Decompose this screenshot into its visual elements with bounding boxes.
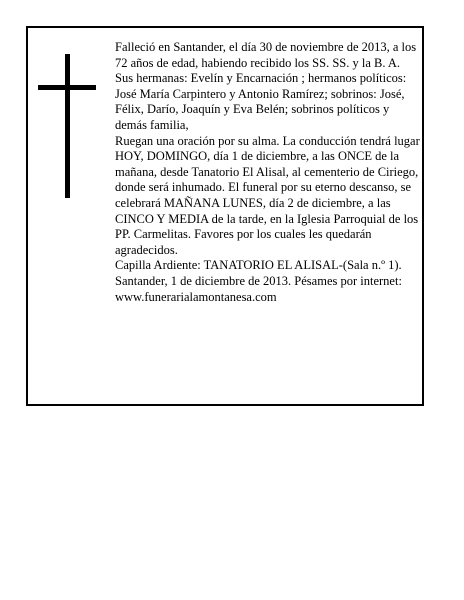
notice-paragraph-chapel: Capilla Ardiente: TANATORIO EL ALISAL-(Sala n.º 1).: [115, 258, 402, 273]
notice-text: [115, 40, 421, 305]
death-notice: [26, 26, 424, 406]
cross-icon: [38, 54, 96, 198]
notice-paragraph-death: Falleció en Santander, el día 30 de noviembre de 2013, a los 72 años de edad, habiendo recibido los SS. SS. y la B. A.: [115, 40, 417, 70]
notice-paragraph-family: Sus hermanas: Evelín y Encarnación ; hermanos políticos: José María Carpintero y Antonio Ramírez; sobrinos: José, Félix, Darío, Joaquín y Eva Belén; sobrinos políticos y demás familia,: [115, 71, 407, 132]
cross-vertical-bar: [65, 54, 70, 198]
cross-horizontal-bar: [38, 85, 96, 90]
notice-paragraph-ceremony: Ruegan una oración por su alma. La conducción tendrá lugar HOY, DOMINGO, día 1 de diciembre, a las ONCE de la mañana, desde Tanatorio El Alisal, al cementerio de Ciriego, donde será inhumado. El funeral por su eterno descanso, se celebrará MAÑANA LUNES, día 2 de diciembre, a las CINCO Y MEDIA de la tarde, en la Iglesia Parroquial de los PP. Carmelitas. Favores por los cuales les quedarán agradecidos.: [115, 133, 420, 257]
notice-paragraph-date-contact: Santander, 1 de diciembre de 2013. Pésames por internet: www.funerarialamontanesa.com: [115, 273, 402, 304]
